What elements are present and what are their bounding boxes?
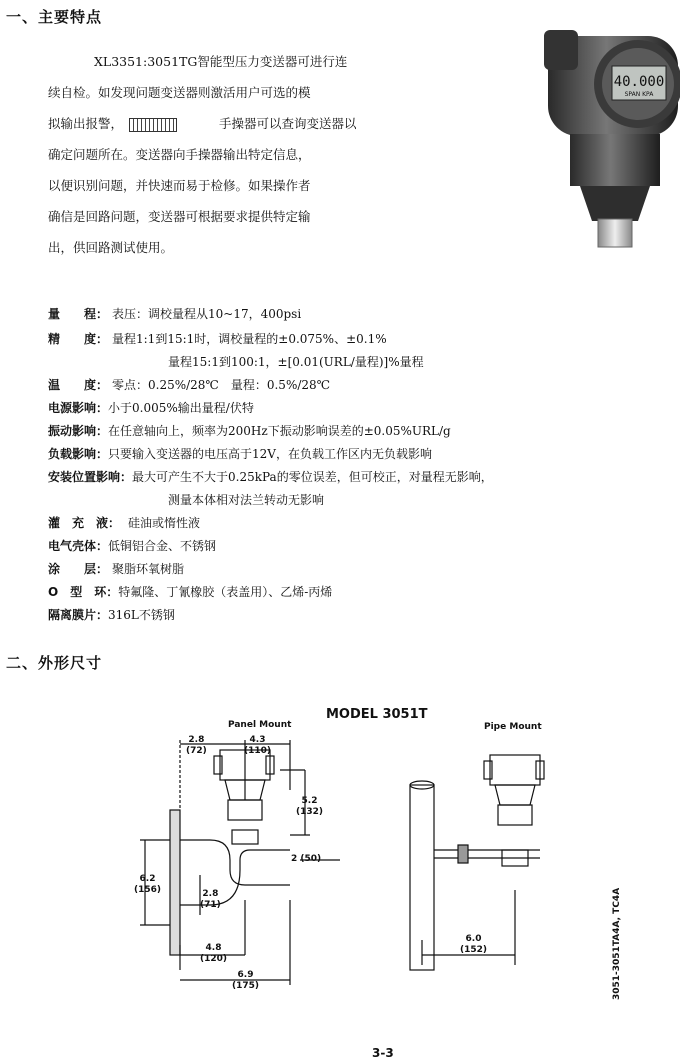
diagram-title: MODEL 3051T — [326, 707, 428, 722]
spec-value: 只要输入变送器的电压高于12V，在负载工作区内无负载影响 — [108, 447, 432, 461]
spec-row — [48, 514, 200, 531]
spec-label: 量 程： — [48, 307, 109, 321]
section-title-dimensions: 二、外形尺寸 — [6, 654, 103, 672]
intro-line: 确定问题所在。变送器向手操器输出特定信息， — [48, 147, 311, 162]
hand-held-communicator-icon — [129, 118, 177, 132]
panel-plate — [170, 810, 180, 955]
dim-label: 5.2 (132) — [296, 796, 324, 817]
spec-row — [48, 376, 330, 393]
dim-label: 2.8 (71) — [200, 889, 221, 910]
page-number: 3-3 — [372, 1046, 394, 1060]
spec-label: 灌 充 液： — [48, 516, 121, 530]
dim-label: 2.8 (72) — [186, 735, 207, 756]
spec-value: 零点：0.25%/28℃ 量程：0.5%/28℃ — [112, 378, 331, 392]
spec-label: 温 度： — [48, 378, 109, 392]
spec-label: 负载影响： — [48, 447, 109, 461]
dim-label: 6.9 (175) — [232, 970, 260, 991]
spec-row — [48, 583, 332, 600]
spec-row — [48, 330, 387, 347]
spec-value: 量程1:1到15:1时，调校量程的±0.075%、±0.1% — [112, 332, 387, 346]
panel-sensor — [228, 800, 262, 820]
spec-value: 最大可产生不大于0.25kPa的零位误差，但可校正，对量程无影响， — [132, 470, 493, 484]
intro-line: 以便识别问题，并快速而易于检修。如果操作者 — [48, 178, 311, 193]
dim-label: 6.0 (152) — [460, 934, 488, 955]
panel-mount-label: Panel Mount — [228, 720, 292, 730]
spec-row — [48, 399, 254, 416]
panel-fitting — [232, 830, 258, 844]
pipe-mount-label: Pipe Mount — [484, 722, 542, 732]
dim-label: 6.2 (156) — [134, 874, 162, 895]
spec-row — [168, 491, 324, 508]
spec-label: 电气壳体： — [48, 539, 109, 553]
spec-row — [48, 537, 216, 554]
spec-label: O 型 环： — [48, 585, 119, 599]
spec-label: 电源影响： — [48, 401, 109, 415]
drawing-code: 3051-3051TA4A, TC4A — [612, 887, 622, 1000]
photo-display-sub: SPAN KPA — [624, 91, 654, 98]
spec-label: 精 度： — [48, 332, 109, 346]
spec-value: 硅油或惰性液 — [128, 516, 201, 530]
spec-row — [48, 445, 432, 462]
transmitter-photo — [540, 6, 680, 256]
spec-row — [48, 606, 175, 623]
spec-value: 特氟隆、丁氰橡胶（表盖用）、乙烯-丙烯 — [118, 585, 333, 599]
spec-value: 在任意轴向上，频率为200Hz下振动影响误差的±0.05%URL/g — [108, 424, 451, 438]
spec-value: 表压：调校量程从10~17，400psi — [112, 307, 302, 321]
spec-row — [168, 353, 424, 370]
spec-row — [48, 305, 301, 322]
spec-row — [48, 560, 184, 577]
spec-label: 安装位置影响： — [48, 470, 133, 484]
spec-label: 涂 层： — [48, 562, 109, 576]
dim-label: 4.8 (120) — [200, 943, 228, 964]
dim-label: 2 (50) — [291, 854, 322, 864]
spec-value: 小于0.005%输出量程/伏特 — [108, 401, 254, 415]
intro-line: XL3351:3051TG智能型压力变送器可进行连 — [94, 54, 348, 69]
panel-conduit — [214, 756, 222, 774]
spec-value: 聚脂环氧树脂 — [112, 562, 185, 576]
photo-display-value: 40.000 — [613, 74, 665, 90]
spec-value: 低铜铝合金、不锈钢 — [108, 539, 217, 553]
intro-line-part: 手操器可以查询变送器以 — [219, 116, 357, 131]
pipe-housing — [490, 755, 540, 785]
spec-label: 振动影响： — [48, 424, 109, 438]
intro-line — [48, 108, 388, 139]
spec-row — [48, 422, 451, 439]
panel-bracket — [180, 840, 290, 905]
intro-line: 出，供回路测试使用。 — [48, 240, 174, 255]
spec-value: 测量本体相对法兰转动无影响 — [168, 493, 325, 507]
dim-label: 4.3 (110) — [244, 735, 272, 756]
spec-value: 量程15:1到100:1，±[0.01(URL/量程)]%量程 — [168, 355, 424, 369]
intro-line-part: 拟输出报警， — [48, 116, 124, 131]
section-title-features: 一、主要特点 — [6, 8, 103, 26]
spec-row — [48, 468, 493, 485]
spec-value: 316L不锈钢 — [108, 608, 175, 622]
spec-label: 隔离膜片： — [48, 608, 109, 622]
intro-line: 续自检。如发现问题变送器则激活用户可选的模 — [48, 85, 311, 100]
intro-paragraph — [48, 46, 388, 263]
intro-line: 确信是回路问题，变送器可根据要求提供特定输 — [48, 209, 311, 224]
